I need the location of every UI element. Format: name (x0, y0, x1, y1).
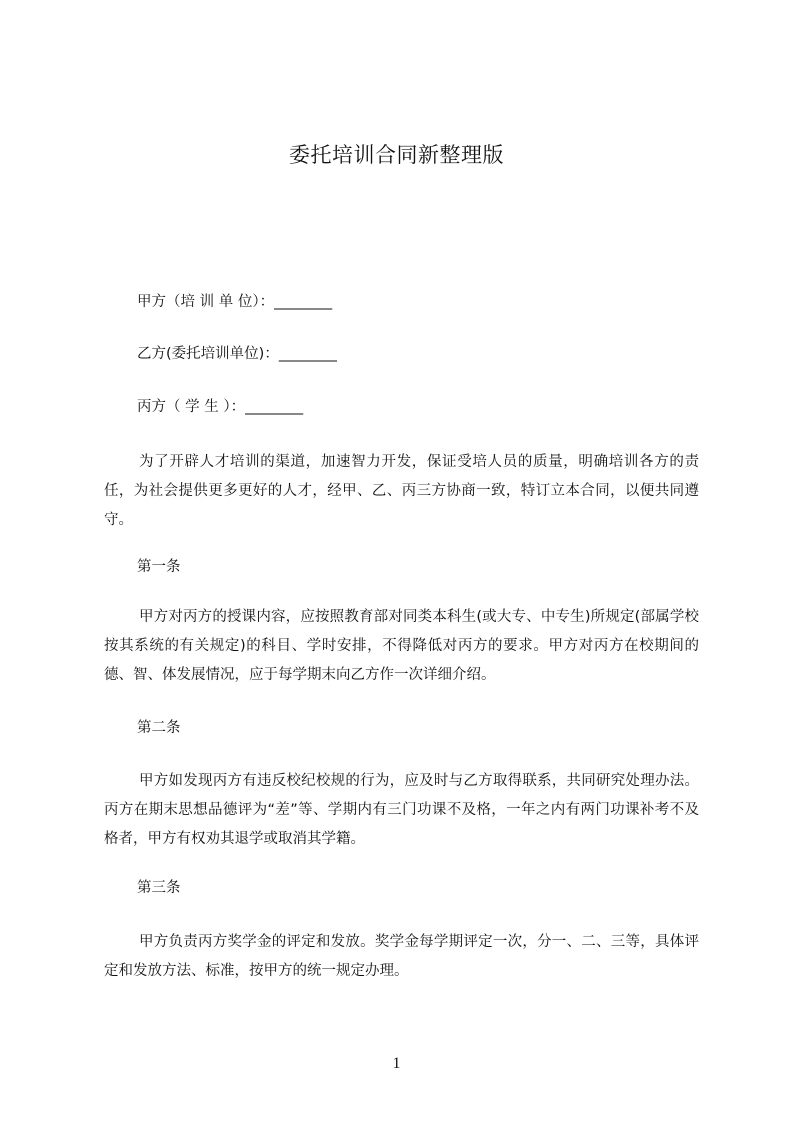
party-b-label: 乙方(委托培训单位)： (137, 346, 279, 362)
party-c-line (137, 396, 303, 418)
party-c-label: 丙方（ 学 生 ）： (137, 399, 246, 415)
party-c-blank: ________ (245, 399, 304, 415)
party-b-line (137, 343, 337, 365)
document-title: 委托培训合同新整理版 (289, 143, 504, 167)
party-a-line (137, 291, 332, 313)
article-3-heading: 第三条 (137, 880, 181, 896)
party-a-label: 甲方（培 训 单 位）： (137, 294, 275, 310)
article-2-text: 甲方如发现丙方有违反校纪校规的行为，应及时与乙方取得联系，共同研究处理办法。丙方在期末思想品德评为“差”等、学期内有三门功课不及格，一年之内有两门功课补考不及格者，甲方有权劝其退学或取消其学籍。 (104, 773, 699, 847)
article-2-heading: 第二条 (137, 720, 181, 736)
article-3-text: 甲方负责丙方奖学金的评定和发放。奖学金每学期评定一次，分一、二、三等，具体评定和发放方法、标准，按甲方的统一规定办理。 (104, 934, 699, 979)
page-number: 1 (392, 1055, 401, 1072)
article-1-text: 甲方对丙方的授课内容，应按照教育部对同类本科生(或大专、中专生)所规定(部属学校按其系统的有关规定)的科目、学时安排，不得降低对丙方的要求。甲方对丙方在校期间的德、智、体发展情况，应于每学期末向乙方作一次详细介绍。 (104, 609, 699, 683)
preamble-paragraph: 为了开辟人才培训的渠道，加速智力开发，保证受培人员的质量，明确培训各方的责任，为社会提供更多更好的人才，经甲、乙、丙三方协商一致，特订立本合同，以便共同遵守。 (104, 454, 699, 528)
article-1-heading: 第一条 (137, 559, 181, 575)
party-b-blank: ________ (278, 346, 337, 362)
party-a-blank: ________ (274, 294, 333, 310)
